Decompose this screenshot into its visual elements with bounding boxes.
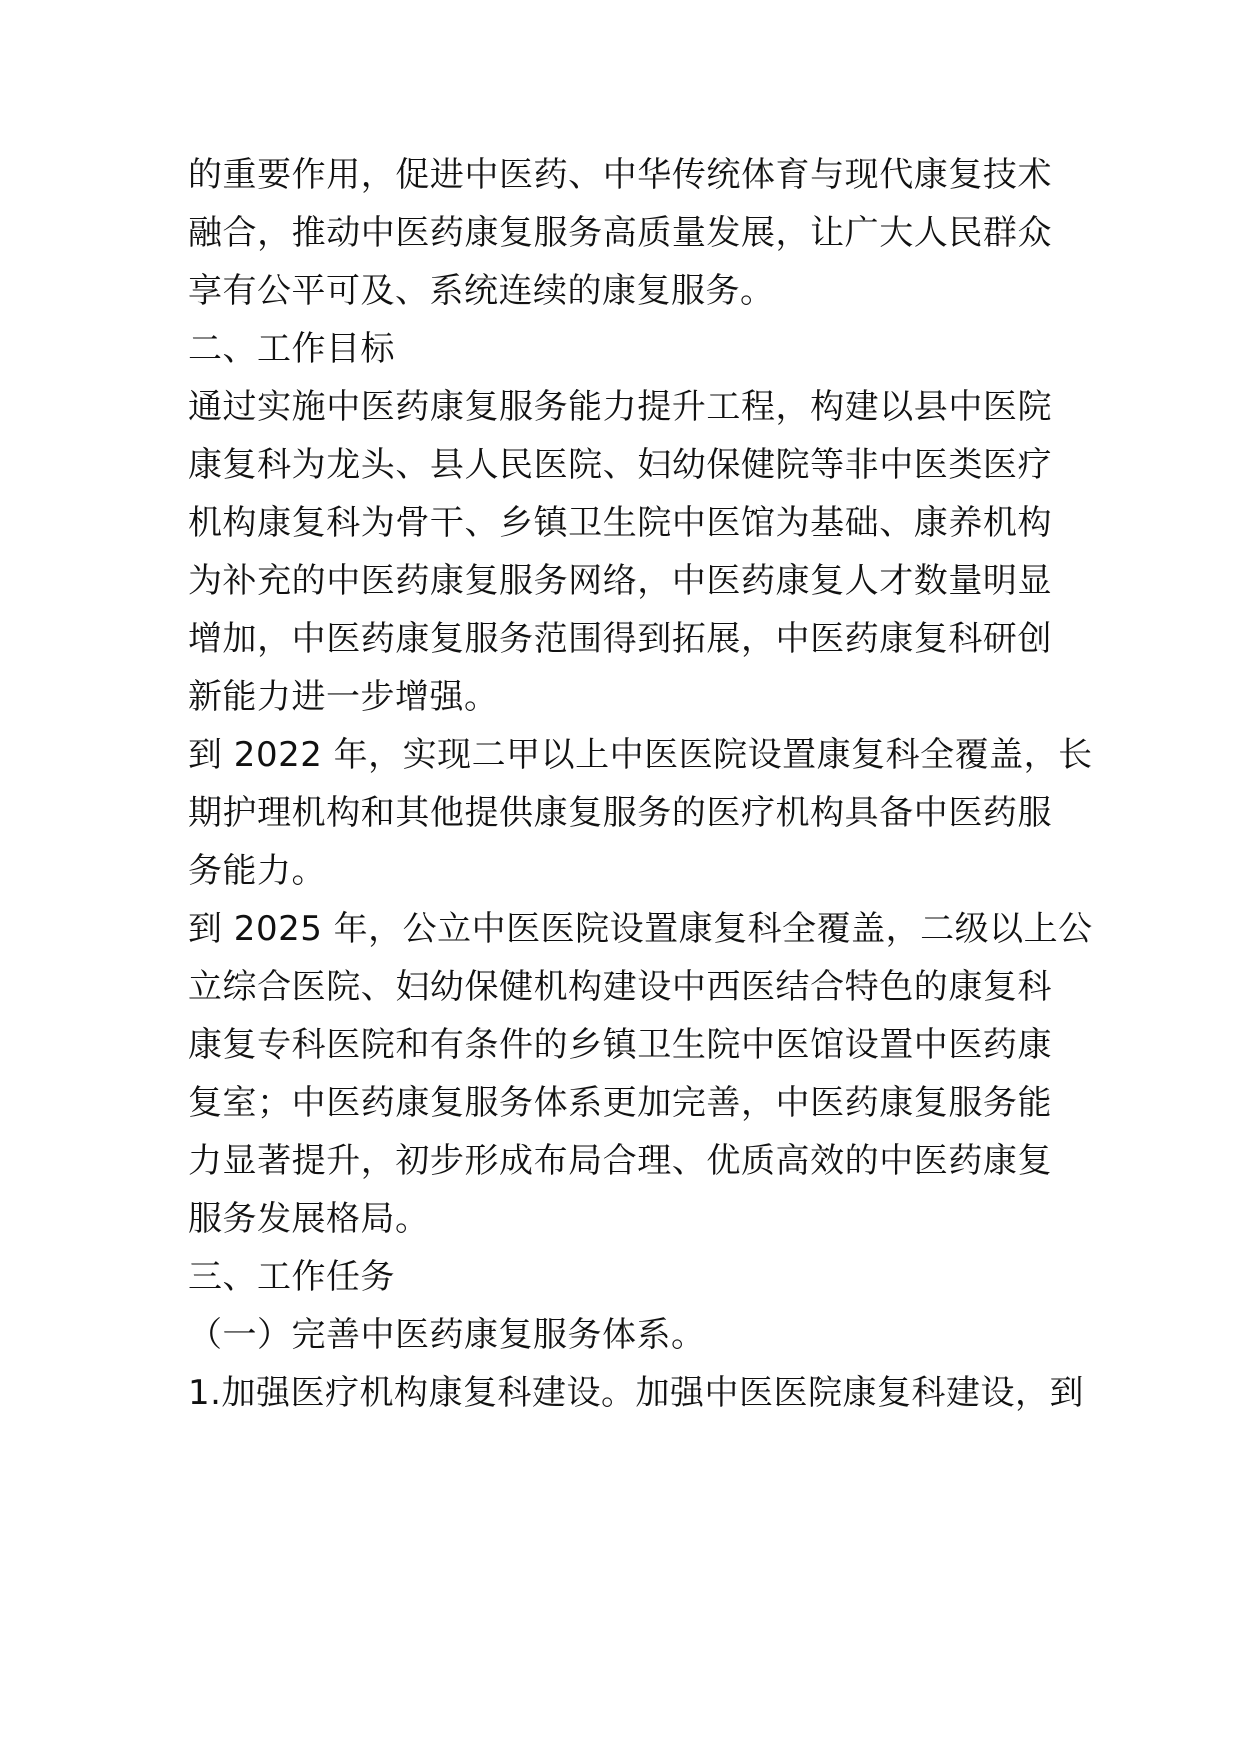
paragraph-line: 务能力。: [188, 851, 326, 891]
paragraph-line: 机构康复科为骨干、乡镇卫生院中医馆为基础、康养机构: [188, 503, 1052, 543]
subsection-heading: （一）完善中医药康复服务体系。: [188, 1315, 706, 1355]
paragraph-line: 康复科为龙头、县人民医院、妇幼保健院等非中医类医疗: [188, 445, 1052, 485]
paragraph-line: 通过实施中医药康复服务能力提升工程，构建以县中医院: [188, 387, 1052, 427]
paragraph-line: 期护理机构和其他提供康复服务的医疗机构具备中医药服: [188, 793, 1052, 833]
paragraph-line: 服务发展格局。: [188, 1199, 430, 1239]
paragraph-line: 到 2025 年，公立中医医院设置康复科全覆盖，二级以上公: [188, 909, 1093, 949]
paragraph-line: 立综合医院、妇幼保健机构建设中西医结合特色的康复科: [188, 967, 1052, 1007]
paragraph-line: 的重要作用，促进中医药、中华传统体育与现代康复技术: [188, 155, 1052, 195]
section-heading: 三、工作任务: [188, 1257, 395, 1297]
paragraph-line: 享有公平可及、系统连续的康复服务。: [188, 271, 775, 311]
paragraph-line: 复室；中医药康复服务体系更加完善，中医药康复服务能: [188, 1083, 1052, 1123]
paragraph-line: 到 2022 年，实现二甲以上中医医院设置康复科全覆盖，长: [188, 735, 1093, 775]
paragraph-line: 增加，中医药康复服务范围得到拓展，中医药康复科研创: [188, 619, 1052, 659]
paragraph-line: 1.加强医疗机构康复科建设。加强中医医院康复科建设，到: [188, 1373, 1084, 1413]
section-heading: 二、工作目标: [188, 329, 395, 369]
paragraph-line: 康复专科医院和有条件的乡镇卫生院中医馆设置中医药康: [188, 1025, 1052, 1065]
paragraph-line: 融合，推动中医药康复服务高质量发展，让广大人民群众: [188, 213, 1052, 253]
paragraph-line: 力显著提升，初步形成布局合理、优质高效的中医药康复: [188, 1141, 1052, 1181]
paragraph-line: 新能力进一步增强。: [188, 677, 499, 717]
paragraph-line: 为补充的中医药康复服务网络，中医药康复人才数量明显: [188, 561, 1052, 601]
